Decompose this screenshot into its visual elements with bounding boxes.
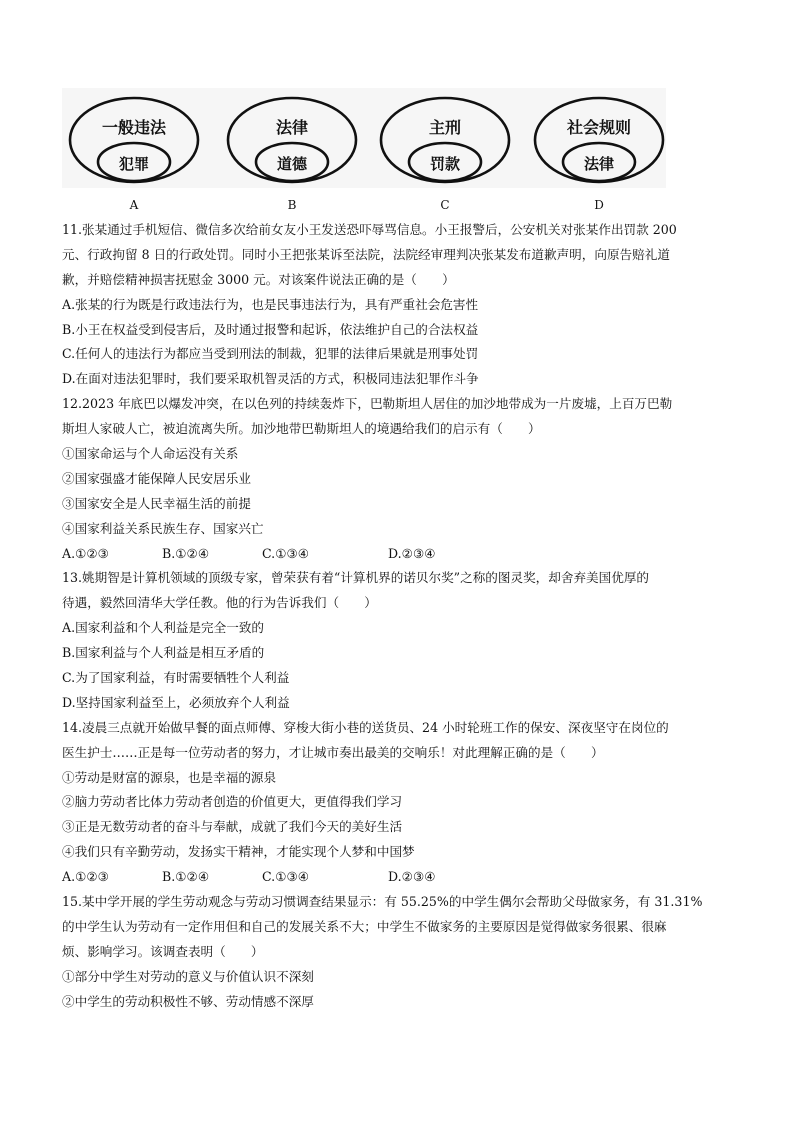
diagram-option-a — [70, 98, 198, 182]
choice-b: B.①②④ — [162, 545, 210, 561]
question-11 — [62, 218, 738, 392]
question-stem-line: 11.张某通过手机短信、微信多次给前女友小王发送恐吓辱骂信息。小王报警后，公安机关对张某作出罚款 200 — [62, 222, 677, 237]
question-stem-line: 12.2023 年底巴以爆发冲突，在以色列的持续轰炸下，巴勒斯坦人居住的加沙地带成为一片废墟，上百万巴勒 — [62, 396, 673, 412]
choice-c: C.①③④ — [262, 545, 310, 561]
question-stem-line: 元、行政拘留 8 日的行政处罚。同时小王把张某诉至法院，法院经审理判决张某发布道歉声明，向原告赔礼道 — [62, 246, 670, 262]
question-stem-line: 14.凌晨三点就开始做早餐的面点师傅、穿梭大街小巷的送货员、24 小时轮班工作的保安、深夜坚守在岗位的 — [62, 719, 669, 735]
question-stem-line: 13.姚期智是计算机领域的顶级专家，曾荣获有着“计算机界的诺贝尔奖”之称的图灵奖，却舍弃美国优厚的 — [62, 570, 650, 586]
question-stem-line: 的中学生认为劳动有一定作用但和自己的发展关系不大；中学生不做家务的主要原因是觉得做家务很累、很麻 — [62, 918, 667, 934]
question-15 — [62, 890, 738, 1014]
choice-d: D.②③④ — [388, 545, 436, 561]
statement-3: ③正是无数劳动者的奋斗与奉献，成就了我们今天的美好生活 — [62, 819, 403, 835]
concept-diagram — [62, 88, 666, 188]
choice-a: A.①②③ — [62, 545, 109, 561]
outer-label: 社会规则 — [566, 118, 632, 137]
choice-row — [62, 865, 738, 890]
inner-label: 法律 — [583, 155, 615, 173]
option-a: A.国家利益和个人利益是完全一致的 — [62, 620, 265, 636]
option-b: B.国家利益与个人利益是相互矛盾的 — [62, 645, 265, 661]
outer-label: 一般违法 — [101, 118, 167, 137]
question-13 — [62, 566, 738, 715]
choice-b: B.①②④ — [162, 869, 210, 885]
question-stem-line: 歉，并赔偿精神损害抚慰金 3000 元。对该案件说法正确的是（ ） — [62, 271, 455, 287]
diagram-option-b — [228, 98, 356, 182]
statement-1: ①部分中学生对劳动的意义与价值认识不深刻 — [62, 968, 314, 984]
diagram-letters — [0, 198, 794, 216]
option-c: C.为了国家利益，有时需要牺牲个人利益 — [62, 670, 290, 686]
diagram-option-d — [535, 98, 663, 182]
question-stem-line: 15.某中学开展的学生劳动观念与劳动习惯调查结果显示：有 55.25%的中学生偶尔会帮助父母做家务，有 31.31% — [62, 894, 703, 910]
diagram-option-c — [381, 98, 509, 182]
statement-2: ②中学生的劳动积极性不够、劳动情感不深厚 — [62, 993, 314, 1009]
statement-2: ②脑力劳动者比体力劳动者创造的价值更大，更值得我们学习 — [62, 794, 403, 810]
statement-1: ①国家命运与个人命运没有关系 — [62, 446, 239, 462]
option-a: A.张某的行为既是行政违法行为，也是民事违法行为，具有严重社会危害性 — [62, 296, 479, 312]
statement-4: ④我们只有辛勤劳动，发扬实干精神，才能实现个人梦和中国梦 — [62, 844, 415, 860]
letter-a: A — [129, 198, 139, 212]
choice-c: C.①③④ — [262, 869, 310, 885]
outer-label: 主刑 — [428, 118, 462, 137]
question-stem-line: 待遇，毅然回清华大学任教。他的行为告诉我们（ ） — [62, 595, 377, 611]
question-stem-line: 烦、影响学习。该调查表明（ ） — [62, 943, 264, 959]
statement-2: ②国家强盛才能保障人民安居乐业 — [62, 470, 251, 486]
option-c: C.任何人的违法行为都应当受到刑法的制裁，犯罪的法律后果就是刑事处罚 — [62, 346, 479, 362]
option-d: D.在面对违法犯罪时，我们要采取机智灵活的方式，积极同违法犯罪作斗争 — [62, 371, 479, 387]
diagram-svg — [62, 88, 666, 188]
inner-label: 道德 — [276, 155, 308, 173]
question-12 — [62, 392, 738, 566]
letter-c: C — [440, 198, 450, 212]
choice-row — [62, 542, 738, 567]
statement-1: ①劳动是财富的源泉，也是幸福的源泉 — [62, 769, 277, 785]
statement-4: ④国家利益关系民族生存、国家兴亡 — [62, 520, 264, 536]
letter-d: D — [594, 198, 604, 212]
letter-b: B — [287, 198, 297, 212]
question-stem-line: 斯坦人家破人亡，被迫流离失所。加沙地带巴勒斯坦人的境遇给我们的启示有（ ） — [62, 421, 541, 437]
option-b: B.小王在权益受到侵害后，及时通过报警和起诉，依法维护自己的合法权益 — [62, 321, 479, 337]
outer-label: 法律 — [275, 118, 309, 137]
inner-label: 罚款 — [429, 155, 461, 173]
question-stem-line: 医生护士……正是每一位劳动者的努力，才让城市奏出最美的交响乐！对此理解正确的是（ ） — [62, 744, 604, 760]
inner-label: 犯罪 — [118, 155, 150, 173]
question-content — [62, 218, 738, 1015]
option-d: D.坚持国家利益至上，必须放弃个人利益 — [62, 694, 290, 710]
statement-3: ③国家安全是人民幸福生活的前提 — [62, 495, 251, 511]
choice-a: A.①②③ — [62, 869, 109, 885]
choice-d: D.②③④ — [388, 869, 436, 885]
question-14 — [62, 716, 738, 890]
